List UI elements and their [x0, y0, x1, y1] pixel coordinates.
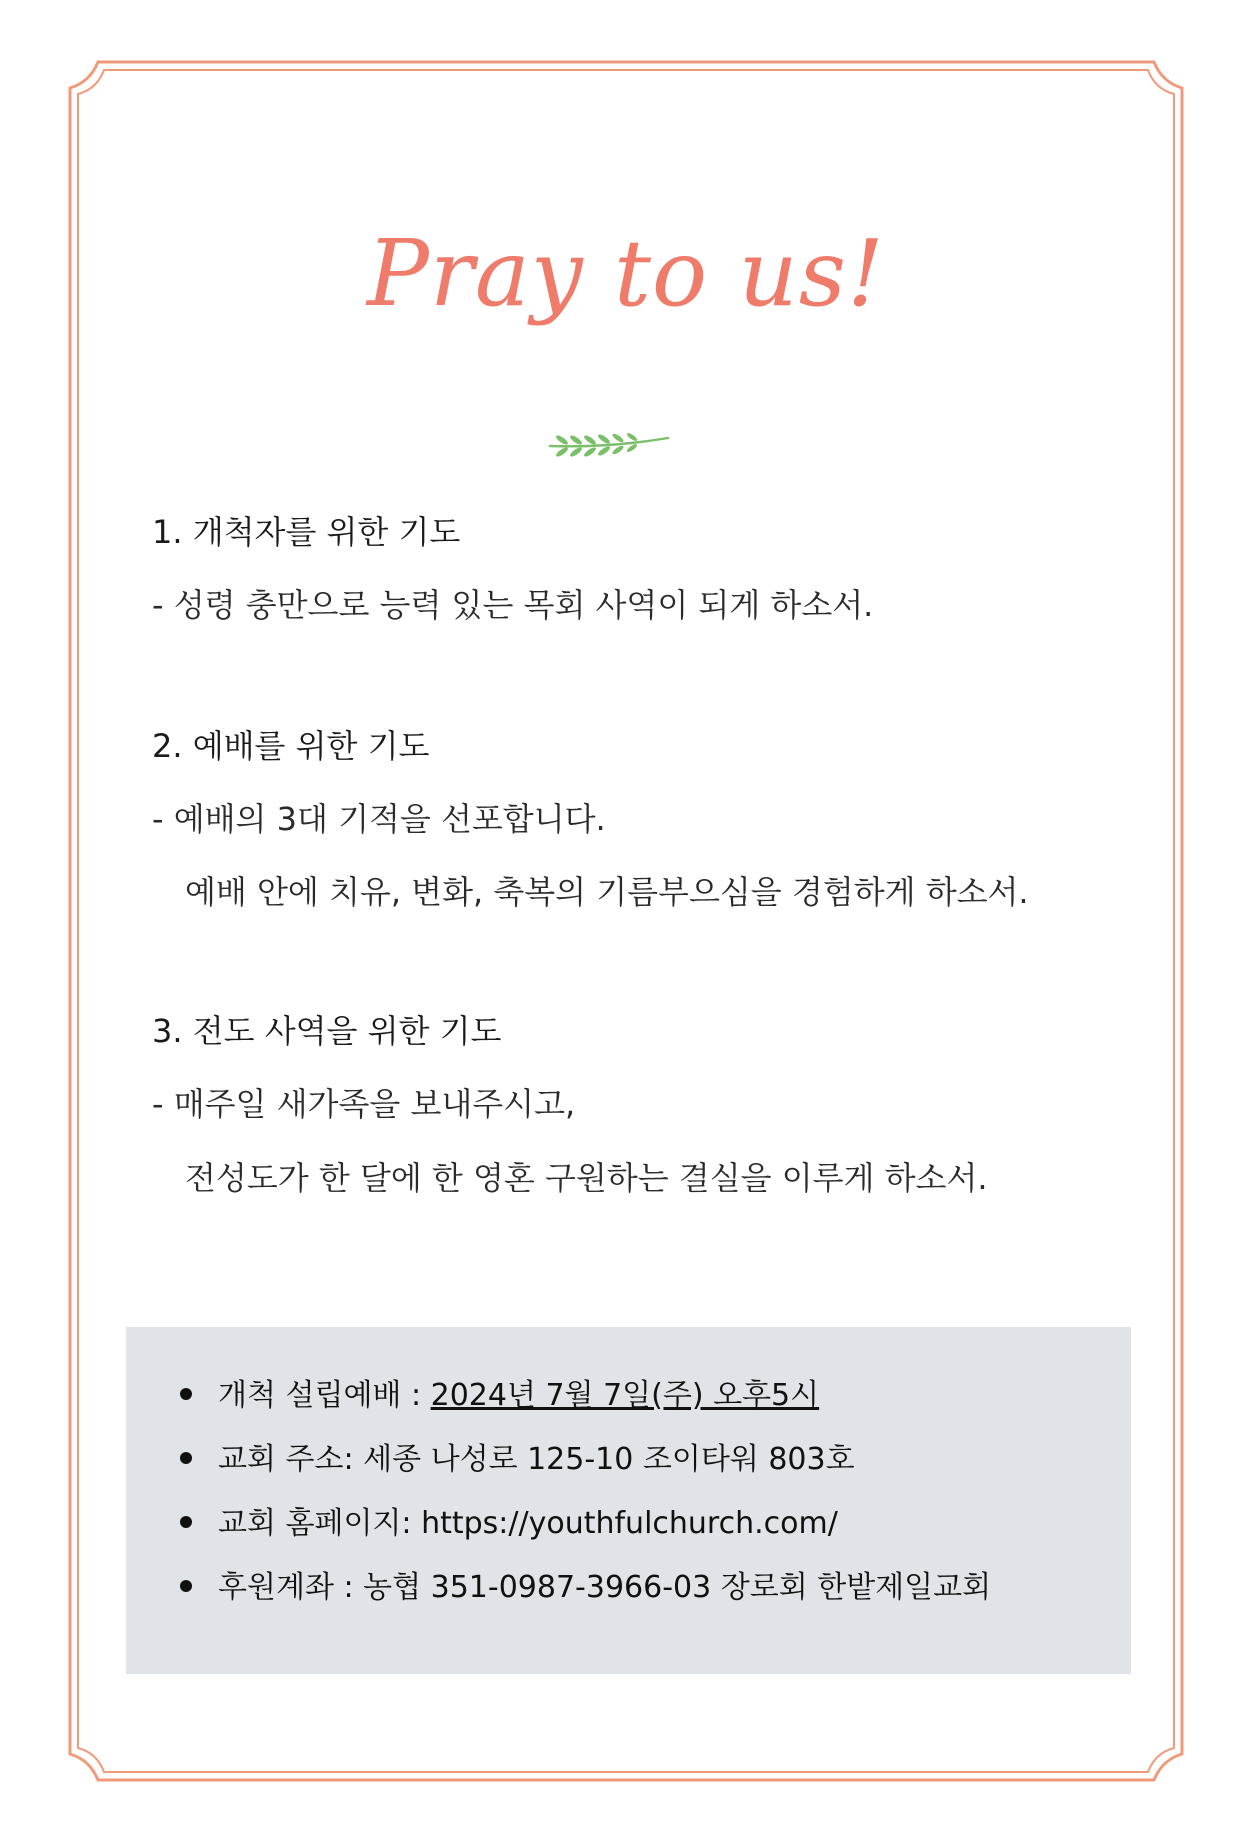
info-label-homepage: 교회 홈페이지:: [218, 1506, 422, 1541]
section-3-line-1: - 매주일 새가족을 보내주시고,: [152, 1085, 576, 1123]
info-label-account: 후원계좌 :: [218, 1570, 364, 1605]
section-1-heading: 1. 개척자를 위한 기도: [152, 513, 461, 551]
info-value-account: 농협 351-0987-3966-03 장로회 한밭제일교회: [363, 1570, 992, 1605]
info-item-address: [180, 1442, 855, 1477]
info-box: [126, 1327, 1131, 1674]
info-value-address: 세종 나성로 125-10 조이타워 803호: [363, 1442, 855, 1477]
info-item-service: [180, 1378, 820, 1413]
bullet-dot-icon: [180, 1388, 192, 1400]
info-item-homepage: [180, 1506, 838, 1541]
bullet-dot-icon: [180, 1452, 192, 1464]
section-3-line-2: 전성도가 한 달에 한 영혼 구원하는 결실을 이루게 하소서.: [185, 1159, 988, 1197]
info-item-account: [180, 1570, 992, 1605]
section-2-line-1: - 예배의 3대 기적을 선포합니다.: [152, 800, 606, 838]
info-label-address: 교회 주소:: [218, 1442, 364, 1477]
info-value-homepage-link[interactable]: https://youthfulchurch.com/: [421, 1506, 838, 1541]
bullet-dot-icon: [180, 1580, 192, 1592]
section-2-line-2: 예배 안에 치유, 변화, 축복의 기름부으심을 경험하게 하소서.: [185, 873, 1029, 911]
info-label-service: 개척 설립예배 :: [218, 1378, 431, 1413]
section-2-heading: 2. 예배를 위한 기도: [152, 727, 430, 765]
bullet-dot-icon: [180, 1516, 192, 1528]
page-title: Pray to us!: [367, 220, 885, 327]
section-1-line-1: - 성령 충만으로 능력 있는 목회 사역이 되게 하소서.: [152, 586, 874, 624]
leaf-sprig-icon: [548, 428, 670, 458]
info-value-service: 2024년 7월 7일(주) 오후5시: [430, 1378, 820, 1413]
section-3-heading: 3. 전도 사역을 위한 기도: [152, 1012, 502, 1050]
